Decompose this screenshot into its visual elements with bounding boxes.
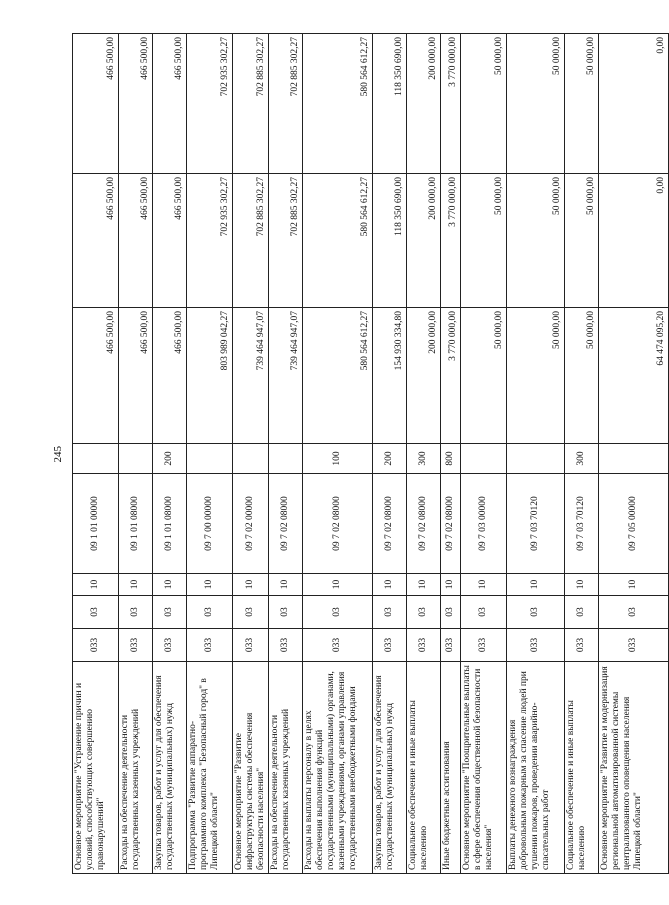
- table-row: [303, 34, 373, 874]
- expense-type-cell: 300: [565, 444, 599, 474]
- expense-type-cell: [119, 444, 153, 474]
- amount-year-1-cell: 50 000,00: [507, 308, 565, 444]
- amount-year-2-cell: 50 000,00: [461, 174, 507, 308]
- amount-year-1-cell: 50 000,00: [565, 308, 599, 444]
- ministry-code-cell: 033: [233, 629, 269, 662]
- target-article-cell: 09 1 01 00000: [73, 474, 119, 574]
- table-row: [373, 34, 407, 874]
- target-article-cell: 09 7 02 08000: [373, 474, 407, 574]
- amount-year-3-cell: 200 000,00: [407, 34, 441, 174]
- page-number: 245: [52, 446, 64, 463]
- expense-type-cell: 200: [153, 444, 187, 474]
- amount-year-3-cell: 466 500,00: [73, 34, 119, 174]
- target-article-cell: 09 7 02 08000: [441, 474, 461, 574]
- amount-year-2-cell: 466 500,00: [119, 174, 153, 308]
- section-code-cell: 03: [599, 596, 669, 629]
- table-row: [507, 34, 565, 874]
- target-article-cell: 09 7 02 08000: [407, 474, 441, 574]
- target-article-cell: 09 7 00 00000: [187, 474, 233, 574]
- ministry-code-cell: 033: [73, 629, 119, 662]
- expense-type-cell: 100: [303, 444, 373, 474]
- document-page: [72, 34, 666, 874]
- expense-type-cell: [73, 444, 119, 474]
- subsection-code-cell: 10: [599, 574, 669, 596]
- subsection-code-cell: 10: [233, 574, 269, 596]
- expense-name-cell: Закупка товаров, работ и услуг для обеспечения государственных (муниципальных) нужд: [153, 662, 187, 874]
- section-code-cell: 03: [461, 596, 507, 629]
- amount-year-3-cell: 702 885 302,27: [269, 34, 303, 174]
- target-article-cell: 09 1 01 08000: [153, 474, 187, 574]
- amount-year-2-cell: 200 000,00: [407, 174, 441, 308]
- amount-year-2-cell: 702 935 302,27: [187, 174, 233, 308]
- amount-year-1-cell: 64 474 095,20: [599, 308, 669, 444]
- subsection-code-cell: 10: [119, 574, 153, 596]
- target-article-cell: 09 7 03 70120: [565, 474, 599, 574]
- section-code-cell: 03: [507, 596, 565, 629]
- section-code-cell: 03: [119, 596, 153, 629]
- expense-name-cell: Основное мероприятие "Развитие инфраструктуры системы обеспечения безопасности населения": [233, 662, 269, 874]
- expense-type-cell: [269, 444, 303, 474]
- subsection-code-cell: 10: [461, 574, 507, 596]
- target-article-cell: 09 7 03 00000: [461, 474, 507, 574]
- table-row: [461, 34, 507, 874]
- amount-year-2-cell: 3 770 000,00: [441, 174, 461, 308]
- amount-year-3-cell: 702 885 302,27: [233, 34, 269, 174]
- section-code-cell: 03: [73, 596, 119, 629]
- amount-year-3-cell: 3 770 000,00: [441, 34, 461, 174]
- expense-name-cell: Социальное обеспечение и иные выплаты населению: [565, 662, 599, 874]
- table-row: [153, 34, 187, 874]
- section-code-cell: 03: [407, 596, 441, 629]
- ministry-code-cell: 033: [461, 629, 507, 662]
- expense-type-cell: 800: [441, 444, 461, 474]
- target-article-cell: 09 7 02 08000: [303, 474, 373, 574]
- amount-year-1-cell: 466 500,00: [119, 308, 153, 444]
- amount-year-1-cell: 803 989 042,27: [187, 308, 233, 444]
- target-article-cell: 09 7 05 00000: [599, 474, 669, 574]
- amount-year-1-cell: 3 770 000,00: [441, 308, 461, 444]
- amount-year-3-cell: 118 350 690,00: [373, 34, 407, 174]
- ministry-code-cell: 033: [119, 629, 153, 662]
- amount-year-2-cell: 580 564 612,27: [303, 174, 373, 308]
- amount-year-3-cell: 466 500,00: [153, 34, 187, 174]
- section-code-cell: 03: [373, 596, 407, 629]
- expense-name-cell: Основное мероприятие "Устранение причин и условий, способствующих совершению правонарушений": [73, 662, 119, 874]
- table-row: [441, 34, 461, 874]
- expense-name-cell: Закупка товаров, работ и услуг для обеспечения государственных (муниципальных) нужд: [373, 662, 407, 874]
- expense-type-cell: [187, 444, 233, 474]
- budget-table: [72, 33, 669, 874]
- ministry-code-cell: 033: [153, 629, 187, 662]
- amount-year-3-cell: 702 935 302,27: [187, 34, 233, 174]
- amount-year-1-cell: 580 564 612,27: [303, 308, 373, 444]
- ministry-code-cell: 033: [507, 629, 565, 662]
- table-row: [269, 34, 303, 874]
- expense-type-cell: 200: [373, 444, 407, 474]
- expense-name-cell: Основное мероприятие "Развитие и модернизация региональной автоматизированной системы централизованного оповещения населения Липецкой области": [599, 662, 669, 874]
- target-article-cell: 09 1 01 08000: [119, 474, 153, 574]
- expense-type-cell: [461, 444, 507, 474]
- expense-name-cell: Иные бюджетные ассигнования: [441, 662, 461, 874]
- rotated-table-container: [72, 34, 666, 874]
- amount-year-2-cell: 50 000,00: [507, 174, 565, 308]
- expense-name-cell: Подпрограмма "Развитие аппаратно-программного комплекса "Безопасный город" в Липецкой области": [187, 662, 233, 874]
- target-article-cell: 09 7 03 70120: [507, 474, 565, 574]
- table-row: [565, 34, 599, 874]
- subsection-code-cell: 10: [303, 574, 373, 596]
- amount-year-3-cell: 50 000,00: [507, 34, 565, 174]
- amount-year-2-cell: 118 350 690,00: [373, 174, 407, 308]
- amount-year-1-cell: 739 464 947,07: [269, 308, 303, 444]
- amount-year-2-cell: 702 885 302,27: [269, 174, 303, 308]
- amount-year-2-cell: 702 885 302,27: [233, 174, 269, 308]
- expense-name-cell: Социальное обеспечение и иные выплаты населению: [407, 662, 441, 874]
- ministry-code-cell: 033: [187, 629, 233, 662]
- amount-year-2-cell: 466 500,00: [73, 174, 119, 308]
- amount-year-3-cell: 0,00: [599, 34, 669, 174]
- section-code-cell: 03: [441, 596, 461, 629]
- amount-year-1-cell: 466 500,00: [73, 308, 119, 444]
- section-code-cell: 03: [153, 596, 187, 629]
- ministry-code-cell: 033: [303, 629, 373, 662]
- section-code-cell: 03: [303, 596, 373, 629]
- table-row: [407, 34, 441, 874]
- amount-year-1-cell: 50 000,00: [461, 308, 507, 444]
- expense-type-cell: [599, 444, 669, 474]
- amount-year-3-cell: 466 500,00: [119, 34, 153, 174]
- subsection-code-cell: 10: [565, 574, 599, 596]
- expense-name-cell: Расходы на выплаты персоналу в целях обеспечения выполнения функций государственными (муниципальными) органами, казенными учреждениями, органами управления государственными внебюджетными фондами: [303, 662, 373, 874]
- amount-year-3-cell: 50 000,00: [461, 34, 507, 174]
- expense-type-cell: [507, 444, 565, 474]
- subsection-code-cell: 10: [153, 574, 187, 596]
- expense-name-cell: Расходы на обеспечение деятельности государственных казенных учреждений: [269, 662, 303, 874]
- subsection-code-cell: 10: [187, 574, 233, 596]
- expense-name-cell: Основное мероприятие "Поощрительные выплаты в сфере обеспечения общественной безопасности населения": [461, 662, 507, 874]
- amount-year-3-cell: 580 564 612,27: [303, 34, 373, 174]
- expense-type-cell: [233, 444, 269, 474]
- subsection-code-cell: 10: [507, 574, 565, 596]
- target-article-cell: 09 7 02 00000: [233, 474, 269, 574]
- ministry-code-cell: 033: [599, 629, 669, 662]
- table-row: [233, 34, 269, 874]
- amount-year-3-cell: 50 000,00: [565, 34, 599, 174]
- section-code-cell: 03: [565, 596, 599, 629]
- section-code-cell: 03: [269, 596, 303, 629]
- ministry-code-cell: 033: [407, 629, 441, 662]
- subsection-code-cell: 10: [269, 574, 303, 596]
- subsection-code-cell: 10: [373, 574, 407, 596]
- section-code-cell: 03: [187, 596, 233, 629]
- amount-year-2-cell: 466 500,00: [153, 174, 187, 308]
- amount-year-1-cell: 466 500,00: [153, 308, 187, 444]
- section-code-cell: 03: [233, 596, 269, 629]
- ministry-code-cell: 033: [269, 629, 303, 662]
- subsection-code-cell: 10: [441, 574, 461, 596]
- budget-table-body: [73, 34, 669, 874]
- subsection-code-cell: 10: [407, 574, 441, 596]
- expense-name-cell: Выплаты денежного вознаграждения добровольным пожарным за спасение людей при тушении пожаров, проведении аварийно-спасательных работ: [507, 662, 565, 874]
- ministry-code-cell: 033: [565, 629, 599, 662]
- ministry-code-cell: 033: [373, 629, 407, 662]
- amount-year-1-cell: 739 464 947,07: [233, 308, 269, 444]
- subsection-code-cell: 10: [73, 574, 119, 596]
- ministry-code-cell: 033: [441, 629, 461, 662]
- table-row: [599, 34, 669, 874]
- amount-year-2-cell: 50 000,00: [565, 174, 599, 308]
- amount-year-1-cell: 154 930 334,80: [373, 308, 407, 444]
- table-row: [187, 34, 233, 874]
- amount-year-2-cell: 0,00: [599, 174, 669, 308]
- expense-name-cell: Расходы на обеспечение деятельности государственных казенных учреждений: [119, 662, 153, 874]
- table-row: [119, 34, 153, 874]
- target-article-cell: 09 7 02 08000: [269, 474, 303, 574]
- amount-year-1-cell: 200 000,00: [407, 308, 441, 444]
- expense-type-cell: 300: [407, 444, 441, 474]
- table-row: [73, 34, 119, 874]
